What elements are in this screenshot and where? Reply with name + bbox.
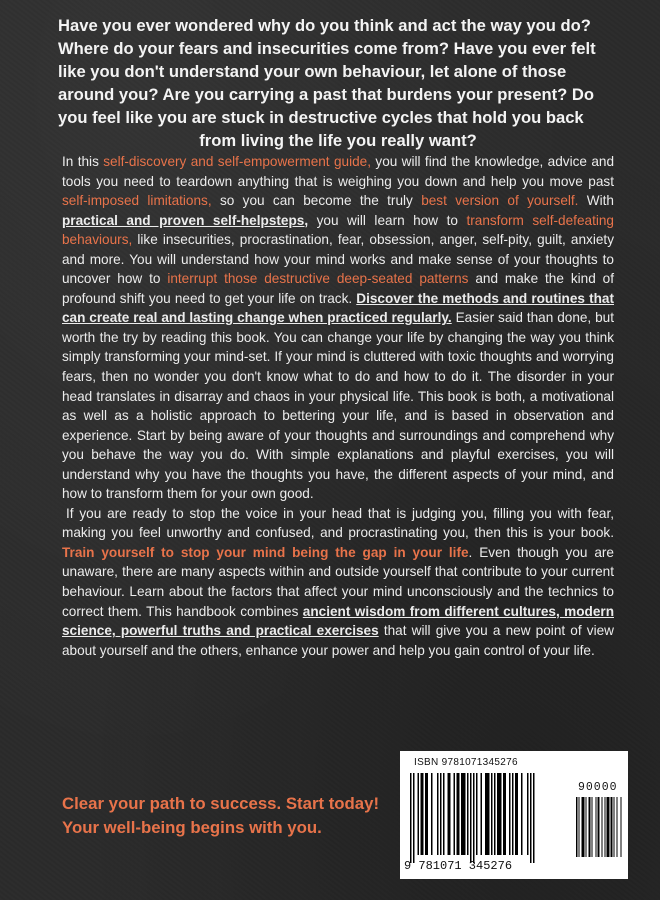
barcode-bar bbox=[509, 773, 511, 855]
barcode-bar bbox=[440, 773, 442, 855]
intro-line: like you don't understand your own behaviour, let alone of those bbox=[58, 62, 567, 81]
text-segment: like insecurities, procrastination, fear, obsession, anger, self-pity, guilt, anxiety and more. You will understand how your mind works and make sense of your thoughts to uncover how to bbox=[62, 232, 614, 287]
barcode-bar bbox=[602, 797, 603, 857]
barcode-bar bbox=[454, 773, 456, 855]
underlined-text: Discover the methods and routines that can create real and lasting change when practiced regularly. bbox=[62, 290, 614, 326]
barcode-bar bbox=[614, 797, 615, 857]
barcode-bar bbox=[515, 773, 518, 855]
text-segment: In this bbox=[62, 154, 104, 169]
tagline-line-2: Your well-being begins with you. bbox=[62, 818, 322, 837]
barcode-bar bbox=[586, 797, 587, 857]
barcode-bar bbox=[503, 773, 506, 855]
barcode-bar bbox=[576, 797, 578, 857]
barcode-bar bbox=[431, 773, 433, 855]
barcode-bar bbox=[611, 797, 613, 857]
highlight-text: best version of yourself. bbox=[421, 193, 579, 209]
barcode-bar bbox=[598, 797, 600, 857]
price-code: 90000 bbox=[578, 781, 618, 794]
description-body bbox=[62, 152, 614, 660]
barcode-bar bbox=[470, 773, 472, 863]
barcode-bar bbox=[521, 773, 523, 855]
barcode-bars bbox=[410, 773, 570, 865]
text-segment: Easier said than done, but worth the try by reading this book. You can change your life by changing the way you think simply transforming your mind-set. If your mind is cluttered with toxic thoughts and worrying fears, then no wonder you don't know what to do and how to do it. The disorder in your head translates in disarray and chaos in your physical life. This book is both, a motivational as well as a holistic approach to bettering your life, and is based in observation and experience. Start by being aware of your thoughts and surroundings and comprehend why you behave the way you do. With simple explanations and playful exercises, you will understand why you have the thoughts you have, the different aspects of your mind, and how to transform them for your own good. bbox=[62, 310, 614, 502]
barcode-bar bbox=[443, 773, 445, 855]
barcode-bar bbox=[533, 773, 535, 863]
highlight-text: transform self-defeating behaviours, bbox=[62, 212, 614, 248]
intro-line: you feel like you are stuck in destructive cycles that hold you back bbox=[58, 108, 584, 127]
closing-tagline bbox=[62, 792, 379, 840]
text-segment: you will find the knowledge, advice and tools you need to teardown anything that is weighing you down and help you move past bbox=[62, 154, 615, 189]
barcode-bar bbox=[527, 773, 529, 855]
barcode-bar bbox=[592, 797, 593, 857]
underlined-text: ancient wisdom from different cultures, modern science, powerful truths and practical exercises bbox=[62, 603, 614, 639]
barcode-bar bbox=[418, 773, 420, 855]
price-barcode-bars bbox=[576, 797, 622, 865]
barcode-bar bbox=[425, 773, 428, 855]
barcode-bar bbox=[530, 773, 532, 863]
intro-questions bbox=[58, 14, 618, 152]
text-segment: With bbox=[578, 193, 614, 209]
barcode-bar bbox=[410, 773, 412, 863]
barcode-digits: 9 781071 345276 bbox=[404, 859, 513, 873]
highlight-text: self-discovery and self-empowerment guide, bbox=[103, 154, 372, 169]
text-segment: so you can become the truly bbox=[211, 193, 422, 209]
barcode-bar bbox=[621, 797, 622, 857]
highlight-text: self-imposed limitations, bbox=[62, 193, 212, 209]
description-paragraph-1 bbox=[62, 152, 614, 504]
barcode-bar bbox=[448, 773, 451, 855]
barcode-bar bbox=[476, 773, 478, 855]
underlined-text: practical and proven self-helpsteps, bbox=[62, 212, 309, 228]
barcode-bar bbox=[481, 773, 483, 855]
intro-line: around you? Are you carrying a past that burdens your present? Do bbox=[58, 85, 594, 104]
tagline-line-1: Clear your path to success. Start today! bbox=[62, 794, 380, 813]
barcode-bar bbox=[494, 773, 496, 855]
barcode-bar bbox=[582, 797, 585, 857]
barcode-bar bbox=[437, 773, 439, 855]
intro-line: Have you ever wondered why do you think and act the way you do? bbox=[58, 16, 591, 35]
text-segment: and make the kind of profound shift you need to get your life on track. bbox=[62, 271, 614, 306]
intro-line: Where do your fears and insecurities come from? Have you ever felt bbox=[58, 39, 596, 58]
barcode-bar bbox=[512, 773, 514, 855]
barcode-bar bbox=[467, 773, 469, 855]
barcode-bar bbox=[473, 773, 475, 863]
intro-line-last: from living the life you really want? bbox=[199, 131, 477, 150]
highlight-text: Train yourself to stop your mind being the gap in your life bbox=[62, 544, 469, 560]
isbn-barcode bbox=[400, 751, 628, 879]
barcode-bar bbox=[497, 773, 502, 855]
barcode-bar bbox=[589, 797, 591, 857]
barcode-bar bbox=[421, 773, 424, 855]
text-segment: you will learn how to bbox=[308, 212, 467, 228]
barcode-bar bbox=[617, 797, 618, 857]
barcode-bar bbox=[491, 773, 493, 855]
text-segment: that will give you a new point of view about yourself and the others, enhance your power and help you gain control of your life. bbox=[62, 623, 615, 658]
highlight-text: interrupt those destructive deep-seated patterns bbox=[167, 271, 469, 287]
text-segment: . Even though you are unaware, there are many aspects within and outside yourself that contribute to your current behaviour. Learn about the factors that affect your mind unconsciously and the technics to correct them. This handbook combines bbox=[62, 544, 614, 619]
barcode-bar bbox=[607, 797, 610, 857]
barcode-bar bbox=[605, 797, 606, 857]
barcode-bar bbox=[596, 797, 597, 857]
barcode-bar bbox=[457, 773, 460, 855]
description-paragraph-2 bbox=[62, 504, 614, 660]
barcode-bar bbox=[413, 773, 415, 863]
text-segment: If you are ready to stop the voice in your head that is judging you, filling you with fear, making you feel unworthy and confused, and procrastinating you, then this is your book. bbox=[62, 505, 614, 541]
barcode-bar bbox=[485, 773, 490, 855]
barcode-bar bbox=[579, 797, 580, 857]
barcode-bar bbox=[461, 773, 466, 855]
isbn-label: ISBN 9781071345276 bbox=[414, 757, 518, 768]
